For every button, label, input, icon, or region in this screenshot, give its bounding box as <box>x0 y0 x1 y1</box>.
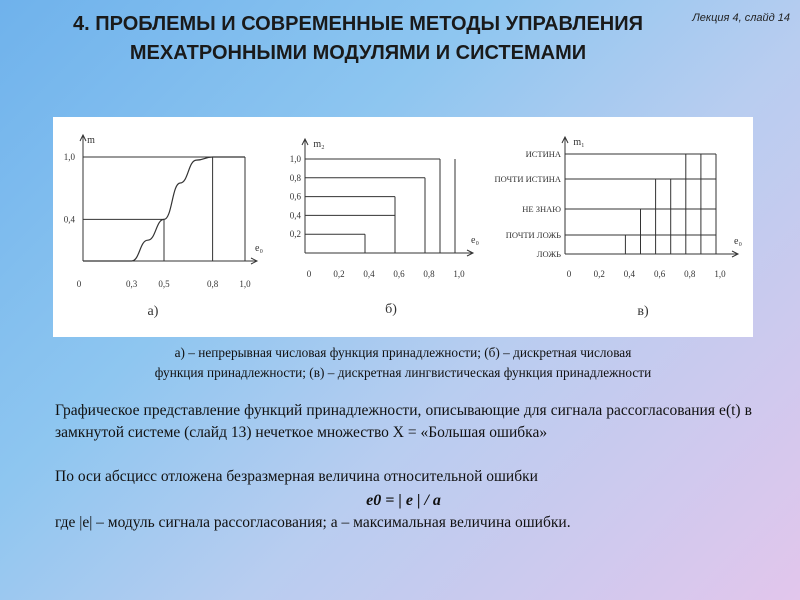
y-tick-label: ИСТИНА <box>525 149 561 159</box>
y-tick-label: ПОЧТИ ЛОЖЬ <box>505 230 561 240</box>
axis-description-paragraph: По оси абсцисс отложена безразмерная величина относительной ошибки <box>55 468 538 485</box>
y-axis-label: m₁ <box>573 137 585 148</box>
x-tick-label: 0,6 <box>653 269 666 279</box>
y-tick-label: 0,4 <box>289 210 301 221</box>
x-tick-label: 0,2 <box>593 269 605 279</box>
y-axis-label: m <box>87 135 95 146</box>
x-tick-label: 0,4 <box>363 269 375 279</box>
y-tick-label: ЛОЖЬ <box>536 249 561 259</box>
x-axis-label: e₀ <box>734 236 742 247</box>
x-tick-label: 1,0 <box>453 269 465 279</box>
caption-line-2: функция принадлежности; (в) – дискретная лингвистическая функция принадлежности <box>154 365 652 380</box>
y-tick-label: ПОЧТИ ИСТИНА <box>494 174 561 184</box>
x-tick-label: 0,5 <box>158 279 170 289</box>
y-tick-label: 0,6 <box>289 191 301 202</box>
x-tick-label: 0,4 <box>623 269 636 279</box>
membership-figures <box>53 117 753 337</box>
panel-label: а) <box>147 304 159 319</box>
y-axis-label: m₂ <box>313 139 325 150</box>
body-text <box>55 400 752 534</box>
figure-panel <box>53 117 753 337</box>
description-paragraph: Графическое представление функций принадлежности, описывающие для сигнала рассогласования e(t) в замкнутой системе (слайд 13) нечеткое множество X = «Большая ошибка» <box>55 402 752 441</box>
y-tick-label: 1,0 <box>63 152 75 162</box>
x-tick-label: 0,8 <box>206 279 219 289</box>
slide-reference: Лекция 4, слайд 14 <box>692 12 790 24</box>
x-axis-label: e₀ <box>471 235 479 246</box>
relative-error-formula: e0 = | e | / a <box>366 492 441 509</box>
y-tick-label: 0,2 <box>289 229 301 240</box>
x-tick-label: 0,3 <box>125 279 138 289</box>
slide-title: 4. ПРОБЛЕМЫ И СОВРЕМЕННЫЕ МЕТОДЫ УПРАВЛЕНИЯ МЕХАТРОННЫМИ МОДУЛЯМИ И СИСТЕМАМИ <box>73 13 643 64</box>
x-tick-label: 1,0 <box>239 279 251 289</box>
formula-explanation-paragraph: где |e| – модуль сигнала рассогласования; a – максимальная величина ошибки. <box>55 514 571 531</box>
x-tick-label: 0,8 <box>684 269 696 279</box>
x-tick-label: 1,0 <box>714 269 726 279</box>
x-tick-label: 0,8 <box>423 269 435 279</box>
y-tick-label: 0,4 <box>63 214 75 225</box>
y-tick-label: 0,8 <box>289 172 301 183</box>
x-tick-label: 0 <box>306 269 312 279</box>
panel-label: в) <box>637 304 649 319</box>
y-tick-label: НЕ ЗНАЮ <box>522 204 561 214</box>
x-axis-label: e₀ <box>255 243 263 254</box>
x-tick-label: 0 <box>566 269 572 279</box>
figure-caption <box>53 343 753 383</box>
x-tick-label: 0,6 <box>393 269 405 279</box>
x-tick-label: 0 <box>76 279 82 289</box>
caption-line-1: а) – непрерывная числовая функция принадлежности; (б) – дискретная числовая <box>174 345 632 360</box>
panel-label: б) <box>385 302 397 317</box>
y-tick-label: 1,0 <box>289 154 301 164</box>
x-tick-label: 0,2 <box>333 269 345 279</box>
